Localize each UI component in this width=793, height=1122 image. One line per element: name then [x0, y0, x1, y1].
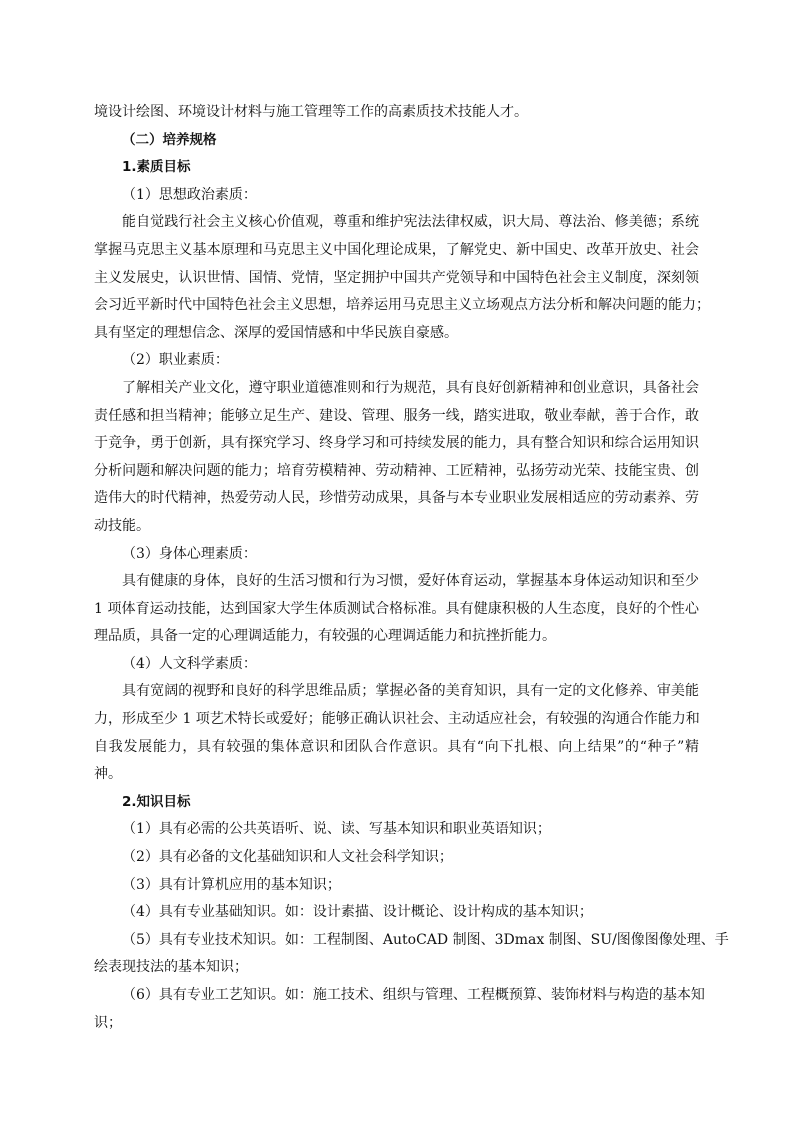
paragraph-line: 掌握马克思主义基本原理和马克思主义中国化理论成果，了解党史、新中国史、改革开放史、社会 [94, 241, 699, 258]
knowledge-item-line: （6）具有专业工艺知识。如：施工技术、组织与管理、工程概预算、装饰材料与构造的基本知 [122, 987, 705, 1003]
professional-title: （2）职业素质： [122, 352, 229, 369]
paragraph-line: 能自觉践行社会主义核心价值观，尊重和维护宪法法律权威，识大局、尊法治、修美德；系统 [122, 214, 699, 231]
paragraph-line: 了解相关产业文化，遵守职业道德准则和行为规范，具有良好创新精神和创业意识，具备社会 [122, 379, 699, 396]
knowledge-item: （1）具有必需的公共英语听、说、读、写基本知识和职业英语知识； [122, 821, 551, 838]
paragraph-line: 理品质，具备一定的心理调适能力，有较强的心理调适能力和抗挫折能力。 [94, 628, 556, 645]
ideological-title: （1）思想政治素质： [122, 186, 257, 203]
knowledge-item [94, 982, 705, 1037]
paragraph-line: 力，形成至少 1 项艺术特长或爱好；能够正确认识社会、主动适应社会，有较强的沟通合作能力和 [94, 711, 700, 728]
knowledge-item-line: 绘表现技法的基本知识； [94, 959, 248, 976]
paragraph-line: 于竞争，勇于创新，具有探究学习、终身学习和可持续发展的能力，具有整合知识和综合运用知识 [94, 435, 699, 452]
paragraph-line: 神。 [94, 766, 122, 783]
page-content [94, 99, 729, 1037]
knowledge-goals-list [94, 816, 729, 1037]
physical-title: （3）身体心理素质： [122, 545, 257, 562]
section-heading: （二）培养规格 [122, 131, 217, 148]
physical-paragraph [94, 568, 699, 651]
paragraph-line: 具有健康的身体，良好的生活习惯和行为习惯，爱好体育运动，掌握基本身体运动知识和至少 [122, 573, 699, 590]
paragraph-line: 造伟大的时代精神，热爱劳动人民，珍惜劳动成果，具备与本专业职业发展相适应的劳动素养、劳 [94, 490, 699, 507]
knowledge-item [94, 927, 729, 982]
paragraph-line: 具有宽阔的视野和良好的科学思维品质；掌握必备的美育知识，具有一定的文化修养、审美能 [122, 683, 699, 700]
paragraph-line: 分析问题和解决问题的能力；培育劳模精神、劳动精神、工匠精神，弘扬劳动光荣、技能宝贵、创 [94, 462, 699, 479]
paragraph-line: 责任感和担当精神；能够立足生产、建设、管理、服务一线，踏实进取，敬业奉献，善于合作，敢 [94, 407, 699, 424]
humanities-title: （4）人文科学素质： [122, 655, 257, 672]
intro-tail-text: 境设计绘图、环境设计材料与施工管理等工作的高素质技术技能人才。 [94, 104, 528, 120]
knowledge-item: （3）具有计算机应用的基本知识； [122, 876, 341, 893]
ideological-paragraph [94, 209, 710, 347]
paragraph-line: 具有坚定的理想信念、深厚的爱国情感和中华民族自豪感。 [94, 324, 458, 341]
knowledge-item: （4）具有专业基础知识。如：设计素描、设计概论、设计构成的基本知识； [122, 904, 593, 921]
knowledge-item-line: （5）具有专业技术知识。如：工程制图、AutoCAD 制图、3Dmax 制图、SU/图像图像处理、手 [122, 931, 729, 948]
knowledge-goals-heading: 2.知识目标 [122, 793, 191, 810]
professional-paragraph [94, 375, 699, 541]
humanities-paragraph [94, 678, 699, 788]
paragraph-line: 动技能。 [94, 517, 150, 534]
paragraph-line: 主义发展史，认识世情、国情、党情，坚定拥护中国共产党领导和中国特色社会主义制度，深刻领 [94, 269, 699, 286]
knowledge-item: （2）具有必备的文化基础知识和人文社会科学知识； [122, 849, 453, 866]
paragraph-line: 会习近平新时代中国特色社会主义思想，培养运用马克思主义立场观点方法分析和解决问题的能力； [94, 297, 710, 314]
quality-goals-heading: 1.素质目标 [122, 159, 191, 176]
paragraph-line: 自我发展能力，具有较强的集体意识和团队合作意识。具有“向下扎根、向上结果”的“种子”精 [94, 738, 699, 755]
knowledge-item-line: 识； [94, 1014, 122, 1031]
paragraph-line: 1 项体育运动技能，达到国家大学生体质测试合格标准。具有健康积极的人生态度，良好的个性心 [94, 600, 699, 617]
